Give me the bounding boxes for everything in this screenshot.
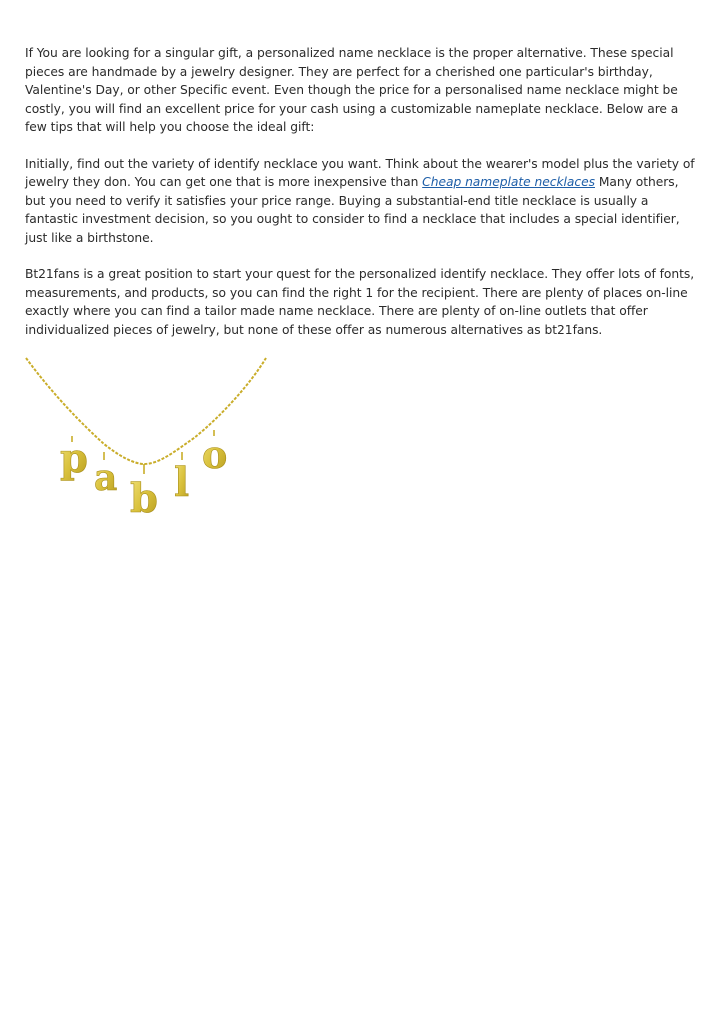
paragraph-2-text-after: Many others, but you need to verify it satisfies your price range. Buying a substantial-end title necklace is usually a fantastic investment decision, so you ought to consider to find a necklace that includes a special identifier, just like a birthstone. bbox=[25, 175, 680, 245]
charm-letter-l: l bbox=[174, 459, 190, 506]
necklace-image bbox=[24, 356, 268, 520]
charm-letter-o: o bbox=[202, 432, 228, 477]
cheap-nameplate-necklaces-link[interactable]: Cheap nameplate necklaces bbox=[422, 175, 595, 189]
paragraph-3 bbox=[25, 265, 697, 339]
paragraph-1-text: If You are looking for a singular gift, a personalized name necklace is the proper alternative. These special pieces are handmade by a jewelry designer. They are perfect for a cherished one particular's birthday, Valentine's Day, or other Specific event. Even though the price for a personalised name necklace might be costly, you will find an excellent price for your cash using a customizable nameplate necklace. Below are a few tips that will help you choose the ideal gift: bbox=[25, 46, 679, 134]
charm-letter-a: a bbox=[94, 457, 118, 499]
paragraph-2 bbox=[25, 155, 697, 248]
paragraph-3-text: Bt21fans is a great position to start your quest for the personalized identify necklace. They offer lots of fonts, measurements, and products, so you can find the right 1 for the recipient. There are plenty of places on-line exactly where you can find a tailor made name necklace. There are plenty of on-line outlets that offer individualized pieces of jewelry, but none of these offer as numerous alternatives as bt21fans. bbox=[25, 267, 695, 337]
paragraph-2-text-before: Initially, find out the variety of identify necklace you want. Think about the wearer's model plus the variety of jewelry they don. You can get one that is more inexpensive than bbox=[25, 156, 695, 189]
charm-letter-b: b bbox=[130, 475, 158, 520]
article-body bbox=[25, 44, 697, 357]
paragraph-1 bbox=[25, 44, 697, 137]
charm-letter-p: p bbox=[60, 435, 88, 482]
